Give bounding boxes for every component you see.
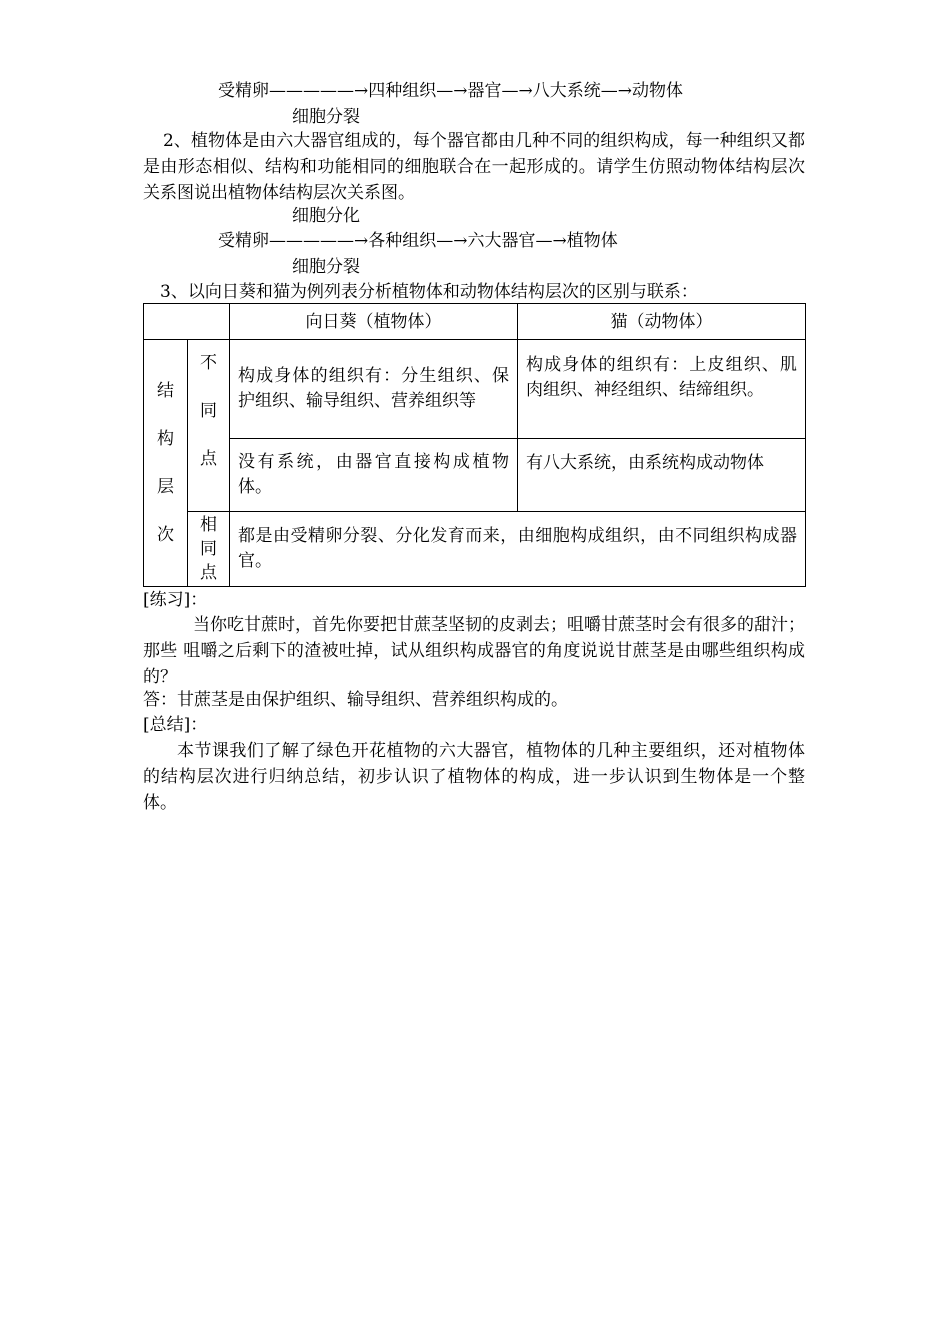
row-label-differences: 不 同 点: [188, 340, 230, 512]
table-row: [144, 340, 806, 439]
paragraph-compare-intro: 3、以向日葵和猫为例列表分析植物体和动物体结构层次的区别与联系：: [160, 282, 698, 302]
row-label-similarities: 相 同 点: [188, 512, 230, 587]
comparison-table: [143, 303, 806, 587]
practice-heading: [练习]：: [143, 590, 208, 610]
paragraph-plant-organs: 2、植物体是由六大器官组成的，每个器官都由几种不同的组织构成，每一种组织又都是由形态相似、结构和功能相同的细胞联合在一起形成的。请学生仿照动物体结构层次关系图说出植物体结构层次关系图。: [143, 131, 805, 203]
table-row: [144, 512, 806, 587]
header-animal: 猫（动物体）: [518, 304, 806, 340]
practice-answer: 答：甘蔗茎是由保护组织、输导组织、营养组织构成的。: [143, 690, 568, 710]
cell-plant-tissues: 构成身体的组织有：分生组织、保护组织、输导组织、营养组织等: [230, 340, 518, 439]
table-header-row: [144, 304, 806, 340]
flow-label-cell-differentiation: 细胞分化: [292, 206, 360, 226]
practice-question: 当你吃甘蔗时，首先你要把甘蔗茎坚韧的皮剥去；咀嚼甘蔗茎时会有很多的甜汁；那些 咀嚼之后剩下的渣被吐掉，试从组织构成器官的角度说说甘蔗茎是由哪些组织构成的？: [143, 615, 805, 687]
summary-heading: [总结]：: [143, 715, 208, 735]
flow-label-cell-division: 细胞分裂: [292, 107, 360, 127]
cell-animal-systems: 有八大系统，由系统构成动物体: [518, 439, 806, 512]
table-row: [144, 439, 806, 512]
table-corner-cell: [144, 304, 230, 340]
plant-structure-flow: 受精卵—————→各种组织—→六大器官—→植物体: [218, 231, 618, 251]
cell-plant-systems: 没有系统，由器官直接构成植物体。: [230, 439, 518, 512]
cell-animal-tissues: 构成身体的组织有：上皮组织、肌肉组织、神经组织、结缔组织。: [518, 340, 806, 439]
cell-similarities: 都是由受精卵分裂、分化发育而来，由细胞构成组织，由不同组织构成器官。: [230, 512, 806, 587]
header-plant: 向日葵（植物体）: [230, 304, 518, 340]
summary-text: 本节课我们了解了绿色开花植物的六大器官，植物体的几种主要组织，还对植物体的结构层次进行归纳总结，初步认识了植物体的构成，进一步认识到生物体是一个整体。: [143, 741, 805, 813]
row-group-structure-level: 结 构 层 次: [144, 340, 188, 587]
animal-structure-flow: 受精卵—————→四种组织—→器官—→八大系统—→动物体: [218, 81, 683, 101]
flow-label-cell-division-2: 细胞分裂: [292, 257, 360, 277]
